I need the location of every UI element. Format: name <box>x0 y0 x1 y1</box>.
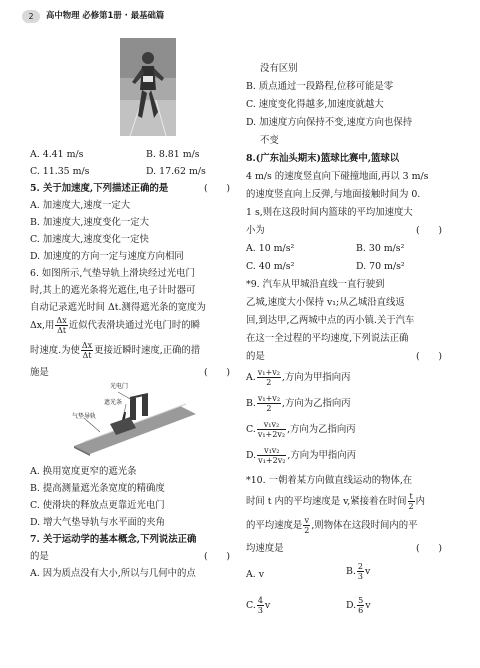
q7-answer-blank[interactable]: ( ) <box>204 551 231 562</box>
fraction: $\frac{4}{3}$ <box>257 596 263 615</box>
fraction: $\frac{2}{3}$ <box>357 562 363 581</box>
q8-option-b[interactable]: B. 30 m/s² <box>356 243 405 254</box>
q6-answer-blank[interactable]: ( ) <box>204 367 231 378</box>
q7-option-b[interactable]: B. 质点通过一段路程,位移可能是零 <box>246 81 394 92</box>
q5-stem: 5. 关于加速度,下列描述正确的是 <box>30 183 169 194</box>
q7-line-2: 的是 <box>30 551 49 562</box>
q4-option-a[interactable]: A. 4.41 m/s <box>30 149 84 160</box>
q9-line-2: 乙城,速度大小保持 v₁;从乙城沿直线返 <box>246 297 405 308</box>
page-number: 2 <box>22 10 40 23</box>
q7-option-a[interactable]: A. 因为质点没有大小,所以与几何中的点 <box>30 568 196 579</box>
q9-option-b[interactable]: B. $\frac{\text{v₁+v₂}}{2}$ ,方向为乙指向丙 <box>246 394 351 413</box>
fraction-dx-dt: $\frac{\Delta x}{\Delta t}$ <box>56 316 67 335</box>
q5-option-b[interactable]: B. 加速度大,速度变化一定大 <box>30 217 149 228</box>
q6-option-d[interactable]: D. 增大气垫导轨与水平面的夹角 <box>30 517 166 528</box>
q9-line-5: 的是 <box>246 351 265 362</box>
q9-answer-blank[interactable]: ( ) <box>416 351 443 362</box>
q4-option-c[interactable]: C. 11.35 m/s <box>30 166 90 177</box>
q9-option-d[interactable]: D. $\frac{\text{v₁v₂}}{\text{v₁+2v₂}}$ ,方向为甲指向丙 <box>246 446 357 465</box>
q10-option-d[interactable]: D. $\frac{5}{6}$ v <box>346 596 371 615</box>
q10-line-3: 的平均速度是 $\frac{v}{2}$ ,则物体在这段时间内的平 <box>246 516 418 535</box>
fraction: $\frac{\text{v₁+v₂}}{2}$ <box>257 368 280 387</box>
q7-option-a-cont: 没有区别 <box>260 63 298 74</box>
q5-option-c[interactable]: C. 加速度大,速度变化一定快 <box>30 234 149 245</box>
q8-option-d[interactable]: D. 70 m/s² <box>356 261 405 272</box>
q7-option-d[interactable]: D. 加速度方向保持不变,速度方向也保持 <box>246 117 413 128</box>
q5-option-a[interactable]: A. 加速度大,速度一定大 <box>30 200 131 211</box>
q6-option-c[interactable]: C. 使滑块的释放点更靠近光电门 <box>30 500 165 511</box>
q6-line-2: 时,其上的遮光条将光遮住,电子计时器可 <box>30 285 196 296</box>
runner-photo <box>120 38 176 136</box>
q10-option-a[interactable]: A. v <box>246 569 265 580</box>
q7-option-c[interactable]: C. 速度变化得越多,加速度就越大 <box>246 99 384 110</box>
q8-line-5: 小为 <box>246 225 265 236</box>
q10-answer-blank[interactable]: ( ) <box>416 543 443 554</box>
fraction-t-2: $\frac{t}{2}$ <box>408 492 414 511</box>
figure-label-shading-strip: 遮光条 <box>104 399 123 406</box>
q7-line-1: 7. 关于运动学的基本概念,下列说法正确 <box>30 534 197 545</box>
q6-line-6: 施是 <box>30 367 49 378</box>
q8-line-1: 8.(广东汕头期末)篮球比赛中,篮球以 <box>246 153 400 164</box>
q9-option-c[interactable]: C. $\frac{\text{v₁v₂}}{\text{v₁+2v₂}}$ ,方向为乙指向丙 <box>246 420 356 439</box>
fraction: $\frac{5}{6}$ <box>358 596 364 615</box>
fraction: $\frac{\text{v₁v₂}}{\text{v₁+2v₂}}$ <box>258 446 286 465</box>
q7-option-d-cont: 不变 <box>260 135 279 146</box>
q8-option-c[interactable]: C. 40 m/s² <box>246 261 295 272</box>
q5-answer-blank[interactable]: ( ) <box>204 183 231 194</box>
fraction-v-2: $\frac{v}{2}$ <box>304 516 310 535</box>
q6-line-5: 时速度.为使 $\frac{\Delta x}{\Delta t}$ 更接近瞬时速度,正确的措 <box>30 341 201 360</box>
q6-line-4: Δx,用 $\frac{\Delta x}{\Delta t}$ 近似代表滑块通过光电门时的瞬 <box>30 316 200 335</box>
q4-option-d[interactable]: D. 17.62 m/s <box>146 166 206 177</box>
running-title: 高中物理 必修第1册 · 最基础篇 <box>46 10 165 20</box>
fraction-dx-dt: $\frac{\Delta x}{\Delta t}$ <box>81 341 93 360</box>
q8-line-2: 4 m/s 的速度竖直向下碰撞地面,再以 3 m/s <box>246 171 429 182</box>
figure-label-photogate: 光电门 <box>110 383 129 390</box>
q10-option-c[interactable]: C. $\frac{4}{3}$ v <box>246 596 271 615</box>
q8-answer-blank[interactable]: ( ) <box>416 225 443 236</box>
q6-option-b[interactable]: B. 提高测量遮光条宽度的精确度 <box>30 483 165 494</box>
figure-label-air-track: 气垫导轨 <box>72 413 97 420</box>
q9-line-3: 回,到达甲,乙两城中点的丙小镇.关于汽车 <box>246 315 415 326</box>
q10-line-2: 时间 t 内的平均速度是 v,紧接着在时间 $\frac{t}{2}$ 内 <box>246 492 425 511</box>
q6-option-a[interactable]: A. 换用宽度更窄的遮光条 <box>30 466 137 477</box>
q6-line-1: 6. 如图所示,气垫导轨上滑块经过光电门 <box>30 268 195 279</box>
q9-line-4: 在这一全过程的平均速度,下列说法正确 <box>246 333 409 344</box>
air-track-figure <box>70 384 200 456</box>
page-header <box>22 10 462 26</box>
q9-line-1: *9. 汽车从甲城沿直线一直行驶到 <box>246 279 385 290</box>
q6-line-3: 自动记录遮光时间 Δt.测得遮光条的宽度为 <box>30 302 206 313</box>
q10-line-4: 均速度是 <box>246 543 284 554</box>
q4-option-b[interactable]: B. 8.81 m/s <box>146 149 200 160</box>
q8-line-4: 1 s,则在这段时间内篮球的平均加速度大 <box>246 207 413 218</box>
q5-option-d[interactable]: D. 加速度的方向一定与速度方向相同 <box>30 251 184 262</box>
q8-option-a[interactable]: A. 10 m/s² <box>246 243 295 254</box>
fraction: $\frac{\text{v₁v₂}}{\text{v₁+2v₂}}$ <box>257 420 286 439</box>
q10-option-b[interactable]: B. $\frac{2}{3}$ v <box>346 562 371 581</box>
q9-option-a[interactable]: A. $\frac{\text{v₁+v₂}}{2}$ ,方向为甲指向丙 <box>246 368 351 387</box>
q10-line-1: *10. 一朝着某方向做直线运动的物体,在 <box>246 475 413 486</box>
fraction: $\frac{\text{v₁+v₂}}{2}$ <box>257 394 281 413</box>
q8-line-3: 的速度竖直向上反弹,与地面接触时间为 0. <box>246 189 421 200</box>
